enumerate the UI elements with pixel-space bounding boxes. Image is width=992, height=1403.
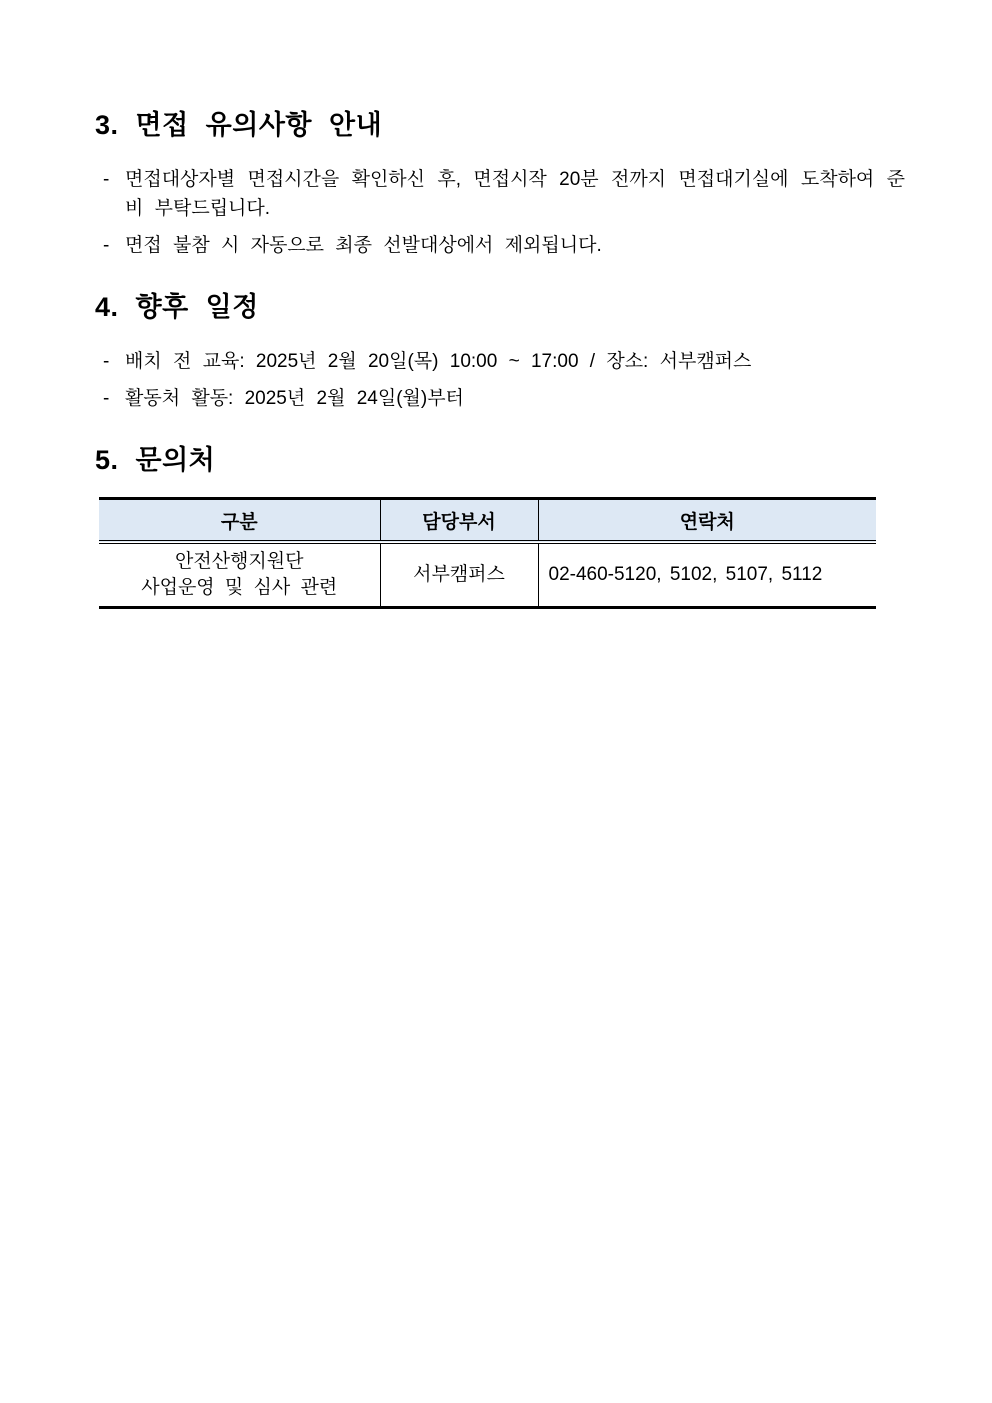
bullet-list <box>95 165 905 260</box>
section-heading-contact-info: 5. 문의처 <box>95 445 216 475</box>
bullet-dash: - <box>103 235 110 256</box>
bullet-text: 활동처 활동: 2025년 2월 24일(월)부터 <box>125 388 464 409</box>
section-interview-notes <box>95 108 905 260</box>
contact-table-header-department: 담당부서 <box>380 499 538 543</box>
bullet-item <box>95 165 905 223</box>
category-cell <box>99 542 380 608</box>
bullet-dash: - <box>103 351 110 372</box>
category-line-1: 안전산행지원단 <box>175 551 304 572</box>
bullet-text: 면접 불참 시 자동으로 최종 선발대상에서 제외됩니다. <box>125 235 602 256</box>
category-line-2: 사업운영 및 심사 관련 <box>141 577 338 598</box>
contact-table-row <box>99 542 876 608</box>
contact-table-header-category: 구분 <box>99 499 380 543</box>
bullet-item <box>95 384 905 413</box>
bullet-dash: - <box>103 388 110 409</box>
bullet-list <box>95 347 905 413</box>
bullet-item <box>95 347 905 376</box>
bullet-text: 면접대상자별 면접시간을 확인하신 후, 면접시작 20분 전까지 면접대기실에 도착하여 준비 부탁드립니다. <box>125 169 905 219</box>
contact-number-cell: 02-460-5120, 5102, 5107, 5112 <box>538 542 876 608</box>
section-heading-upcoming-schedule: 4. 향후 일정 <box>95 292 259 322</box>
section-upcoming-schedule <box>95 290 905 413</box>
section-contact-info <box>95 443 905 609</box>
section-heading-interview-notes: 3. 면접 유의사항 안내 <box>95 110 383 140</box>
bullet-dash: - <box>103 169 110 190</box>
contact-table <box>99 497 876 609</box>
bullet-item <box>95 231 905 260</box>
bullet-text: 배치 전 교육: 2025년 2월 20일(목) 10:00 ~ 17:00 / 장소: 서부캠퍼스 <box>125 351 752 372</box>
contact-table-header-row <box>99 499 876 543</box>
department-cell: 서부캠퍼스 <box>380 542 538 608</box>
contact-table-header-contact: 연락처 <box>538 499 876 543</box>
